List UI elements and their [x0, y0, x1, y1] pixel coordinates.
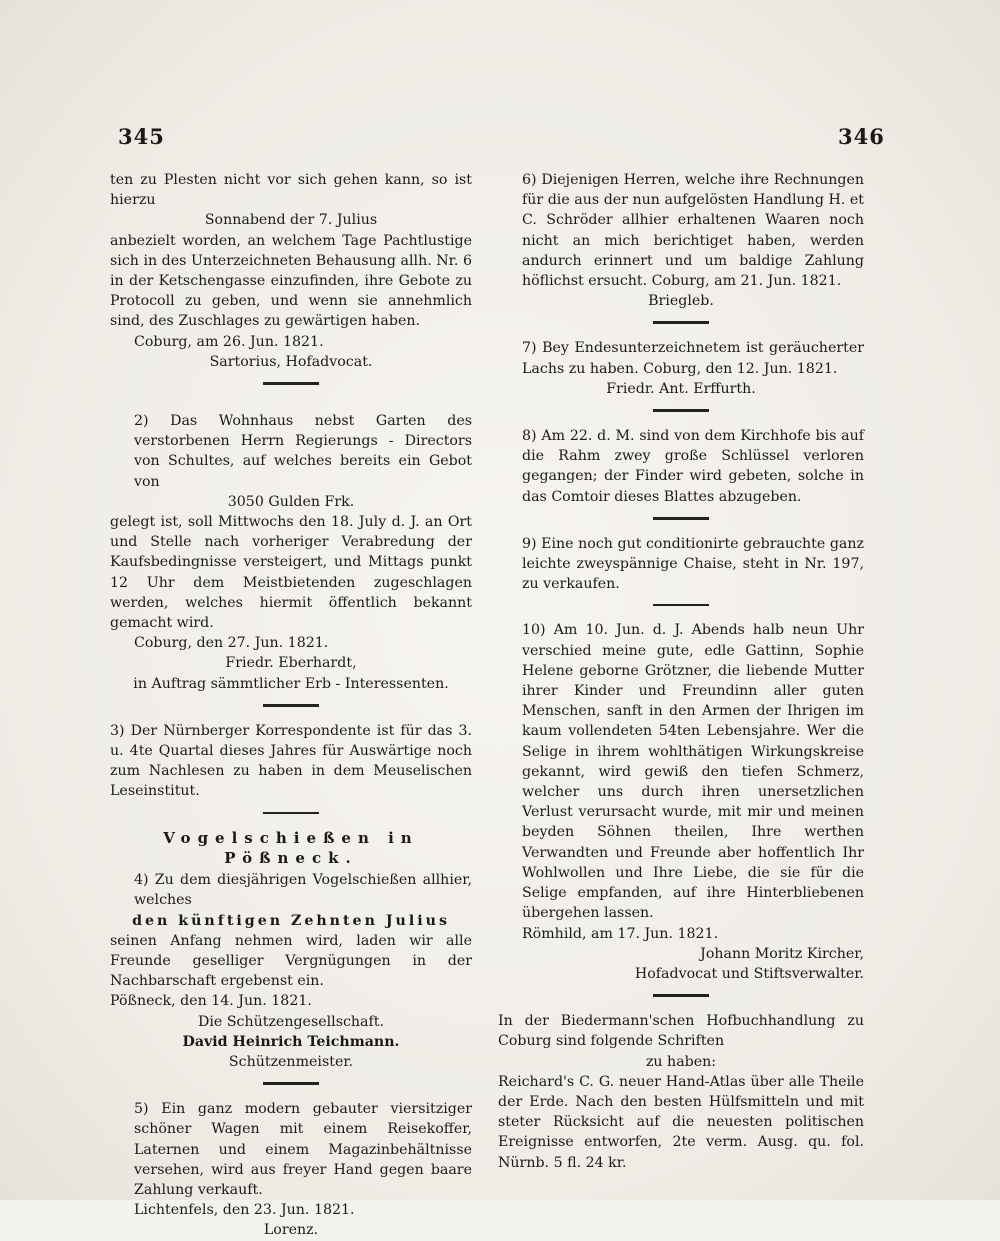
korrespondent-notice: 3) Der Nürnberger Korrespondente ist für das 3. u. 4te Quartal dieses Jahres für Auswärtige noch zum Nachlesen zu haben in dem Meuselischen Leseinstitut. [110, 722, 472, 800]
obituary-signature-role: Hofadvocat und Stiftsverwalter. [634, 965, 864, 982]
keys-notice-text: 8) Am 22. d. M. sind von dem Kirchhofe bis auf die Rahm zwey große Schlüssel verloren gegangen; der Finder wird gebeten, solche in das Comtoir dieses Blattes abzugeben. [522, 428, 864, 505]
shooting-notice-text: 4) Zu dem diesjährigen Vogelschießen allhier, welches [134, 872, 472, 909]
shooting-notice-body: seinen Anfang nehmen wird, laden wir alle Freunde geselliger Vergnügungen in der Nachbarschaft ergebenst ein. [110, 932, 472, 990]
schroeder-signature: Briegleb. [648, 293, 714, 310]
lease-notice-text: ten zu Plesten nicht vor sich gehen kann, so ist hierzu [110, 172, 472, 209]
divider [653, 604, 709, 606]
shooting-date: den künftigen Zehnten Julius [132, 912, 450, 929]
divider [263, 704, 319, 707]
lease-notice-body: anbezielt worden, an welchem Tage Pachtlustige sich in des Unterzeichneten Behausung allh. Nr. 6 in der Ketschengasse einzufinden, ihre Gebote zu Protocoll zu geben, und wenn sie annehmlich sind, des Zuschlages zu gewärtigen haben. [110, 232, 472, 330]
chaise-notice-text: 9) Eine noch gut conditionirte gebrauchte ganz leichte zweyspännige Chaise, steht in Nr. 197, zu verkaufen. [522, 535, 864, 593]
wagon-notice-text: 5) Ein ganz modern gebauter viersitziger schöner Wagen mit einem Reisekoffer, Laternen und einem Magazinbehältnisse versehen, wird aus freyer Hand gegen baare Zahlung verkauft. [134, 1101, 472, 1198]
house-signature: Friedr. Eberhardt, [225, 655, 357, 672]
divider [263, 812, 319, 814]
obituary-place-date: Römhild, am 17. Jun. 1821. [522, 925, 719, 942]
obituary-signature: Johann Moritz Kircher, [700, 945, 864, 962]
section-heading: Vogelschießen in Pößneck. [163, 828, 419, 867]
salmon-signature: Friedr. Ant. Erffurth. [606, 380, 756, 397]
divider [263, 382, 319, 385]
bookshop-notice-text: In der Biedermann'schen Hofbuchhandlung zu Coburg sind folgende Schriften [498, 1013, 864, 1050]
right-column [498, 170, 864, 1173]
page-number-left: 345 [118, 124, 165, 149]
bookshop-available: zu haben: [645, 1053, 717, 1070]
lease-place-date: Coburg, am 26. Jun. 1821. [134, 333, 324, 350]
atlas-listing: Reichard's C. G. neuer Hand-Atlas über alle Theile der Erde. Nach den besten Hülfsmitteln und mit steter Rücksicht auf die neuesten politischen Ereignisse entworfen, 2te verm. Ausg. qu. fol. Nürnb. 5 fl. 24 kr. [498, 1073, 864, 1171]
lease-signature: Sartorius, Hofadvocat. [209, 353, 373, 370]
house-bid: 3050 Gulden Frk. [227, 493, 355, 510]
house-notice-text: 2) Das Wohnhaus nebst Garten des verstorbenen Herrn Regierungs - Directors von Schultes, auf welches bereits ein Gebot von [134, 413, 472, 490]
obituary-text: 10) Am 10. Jun. d. J. Abends halb neun Uhr verschied meine gute, edle Gattinn, Sophie Helene geborne Grötzner, die liebende Mutter ihrer Kinder und Freundinn aller guten Menschen, sanft in den Armen der Ihrigen im kaum vollendeten 54ten Lebensjahre. Wer die Selige in ihrem wohlthätigen Wirkungskreise gekannt, wird gewiß den tiefen Schmerz, welcher uns durch ihren unersetzlichen Verlust verursacht wurde, mit mir und meinen beyden Söhnen theilen, Ihre werthen Verwandten und Freunde aber hoffentlich Ihr Wohlwollen und Ihre Liebe, die sie für die Selige empfanden, auf ihre Hinterbliebenen übergehen lassen. [522, 622, 864, 922]
divider [653, 409, 709, 412]
left-column [110, 170, 472, 1241]
house-signature-role: in Auftrag sämmtlicher Erb - Interessenten. [133, 675, 449, 692]
wagon-place-date: Lichtenfels, den 23. Jun. 1821. [134, 1202, 355, 1219]
shooting-signature-role: Schützenmeister. [228, 1053, 354, 1070]
house-notice-body: gelegt ist, soll Mittwochs den 18. July d. J. an Ort und Stelle nach vorheriger Verabredung der Kaufsbedingnisse versteigert, und Mittags punkt 12 Uhr dem Meistbietenden zugeschlagen werden, welches hiermit öffentlich bekannt gemacht wird. [110, 514, 472, 632]
shooting-signature: David Heinrich Teichmann. [182, 1033, 400, 1050]
divider [653, 321, 709, 324]
house-place-date: Coburg, den 27. Jun. 1821. [134, 635, 329, 652]
shooting-place-date: Pößneck, den 14. Jun. 1821. [110, 993, 312, 1010]
lease-date: Sonnabend der 7. Julius [204, 212, 378, 229]
shooting-society: Die Schützengesellschaft. [198, 1013, 384, 1030]
divider [653, 994, 709, 997]
divider [653, 517, 709, 520]
divider [263, 1082, 319, 1085]
schroeder-notice-text: 6) Diejenigen Herren, welche ihre Rechnungen für die aus der nun aufgelösten Handlung H. et C. Schröder allhier erhaltenen Waaren noch nicht an mich berichtiget haben, werden andurch erinnert und um baldige Zahlung höflichst ersucht. Coburg, am 21. Jun. 1821. [522, 172, 864, 290]
page-number-right: 346 [838, 124, 885, 149]
salmon-notice-text: 7) Bey Endesunterzeichnetem ist geräucherter Lachs zu haben. Coburg, den 12. Jun. 1821. [522, 340, 864, 377]
wagon-signature: Lorenz. [263, 1222, 319, 1239]
